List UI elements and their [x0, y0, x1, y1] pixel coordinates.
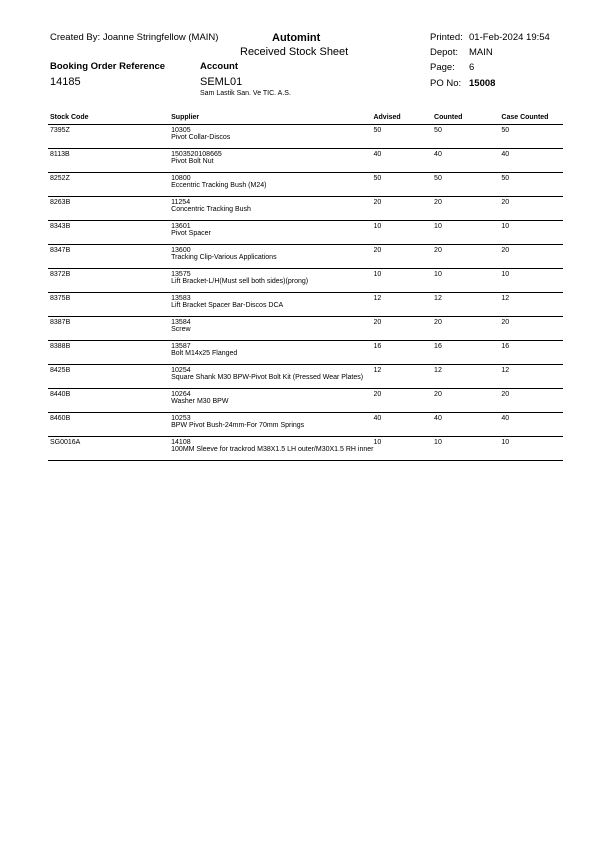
cell-advised: 50: [373, 173, 434, 197]
cell-supplier: [171, 341, 373, 365]
cell-advised: 10: [373, 221, 434, 245]
supplier-code: 10305: [171, 127, 191, 134]
supplier-code: 13600: [171, 247, 191, 254]
supplier-code: 13575: [171, 271, 191, 278]
cell-supplier: [171, 293, 373, 317]
table-row: [48, 221, 563, 245]
account-label: Account: [200, 61, 238, 72]
supplier-code: 13583: [171, 295, 191, 302]
cell-counted: 12: [434, 365, 501, 389]
created-by-value: Joanne Stringfellow (MAIN): [102, 32, 219, 43]
table-row: [48, 269, 563, 293]
cell-case-counted: 10: [501, 437, 563, 461]
item-description: Pivot Spacer: [171, 230, 211, 237]
item-description: Square Shank M30 BPW-Pivot Bolt Kit (Pressed Wear Plates): [171, 374, 364, 381]
item-description: 100MM Sleeve for trackrod M38X1.5 LH outer/M30X1.5 RH inner: [171, 446, 374, 453]
created-by: [50, 32, 218, 43]
supplier-code: 10800: [171, 175, 191, 182]
item-description: Screw: [171, 326, 191, 333]
supplier-code: 13587: [171, 343, 191, 350]
cell-supplier: [171, 221, 373, 245]
supplier-code: 11254: [171, 199, 191, 206]
col-advised: Advised: [373, 114, 434, 125]
cell-stock-code: 8388B: [48, 341, 171, 365]
cell-supplier: [171, 389, 373, 413]
printed-label: Printed:: [430, 32, 463, 43]
item-description: Pivot Collar-Discos: [171, 134, 231, 141]
cell-advised: 20: [373, 317, 434, 341]
cell-case-counted: 40: [501, 413, 563, 437]
cell-counted: 50: [434, 125, 501, 149]
cell-case-counted: 40: [501, 149, 563, 173]
table-row: [48, 389, 563, 413]
table-row: [48, 317, 563, 341]
table-row: [48, 413, 563, 437]
depot-value: MAIN: [469, 47, 493, 58]
cell-advised: 10: [373, 437, 434, 461]
cell-stock-code: 7395Z: [48, 125, 171, 149]
item-description: Bolt M14x25 Flanged: [171, 350, 238, 357]
cell-supplier: [171, 413, 373, 437]
cell-advised: 16: [373, 341, 434, 365]
cell-counted: 40: [434, 149, 501, 173]
table-row: [48, 341, 563, 365]
table-header-row: [48, 114, 563, 125]
cell-stock-code: 8425B: [48, 365, 171, 389]
cell-supplier: [171, 245, 373, 269]
depot-label: Depot:: [430, 47, 458, 58]
cell-counted: 20: [434, 317, 501, 341]
cell-case-counted: 10: [501, 221, 563, 245]
item-description: Concentric Tracking Bush: [171, 206, 251, 213]
cell-counted: 16: [434, 341, 501, 365]
table-row: [48, 149, 563, 173]
cell-case-counted: 20: [501, 317, 563, 341]
cell-supplier: [171, 197, 373, 221]
cell-stock-code: 8347B: [48, 245, 171, 269]
table-row: [48, 197, 563, 221]
cell-counted: 10: [434, 437, 501, 461]
cell-counted: 12: [434, 293, 501, 317]
cell-case-counted: 20: [501, 389, 563, 413]
cell-counted: 20: [434, 197, 501, 221]
cell-supplier: [171, 173, 373, 197]
cell-stock-code: 8252Z: [48, 173, 171, 197]
col-supplier: Supplier: [171, 114, 373, 125]
cell-stock-code: 8113B: [48, 149, 171, 173]
page-value: 6: [469, 62, 475, 73]
cell-case-counted: 50: [501, 173, 563, 197]
cell-counted: 10: [434, 269, 501, 293]
item-description: Washer M30 BPW: [171, 398, 229, 405]
cell-advised: 20: [373, 389, 434, 413]
cell-case-counted: 50: [501, 125, 563, 149]
supplier-code: 10264: [171, 391, 191, 398]
sheet-title: Received Stock Sheet: [240, 46, 349, 58]
cell-supplier: [171, 149, 373, 173]
cell-case-counted: 20: [501, 245, 563, 269]
supplier-code: 13601: [171, 223, 191, 230]
col-counted: Counted: [434, 114, 501, 125]
supplier-code: 13584: [171, 319, 191, 326]
cell-advised: 50: [373, 125, 434, 149]
cell-case-counted: 10: [501, 269, 563, 293]
supplier-code: 10253: [171, 415, 191, 422]
item-description: Pivot Bolt Nut: [171, 158, 214, 165]
po-value: 15008: [469, 78, 496, 89]
item-description: Tracking Clip-Various Applications: [171, 254, 277, 261]
table-row: [48, 245, 563, 269]
cell-supplier: [171, 269, 373, 293]
cell-advised: 12: [373, 293, 434, 317]
cell-counted: 40: [434, 413, 501, 437]
cell-supplier: [171, 437, 373, 461]
supplier-code: 10254: [171, 367, 191, 374]
table-row: [48, 173, 563, 197]
item-description: Lift Bracket Spacer Bar-Discos DCA: [171, 302, 284, 309]
company-name: Automint: [272, 32, 321, 44]
cell-advised: 20: [373, 197, 434, 221]
cell-stock-code: 8263B: [48, 197, 171, 221]
cell-counted: 10: [434, 221, 501, 245]
cell-supplier: [171, 365, 373, 389]
cell-stock-code: 8375B: [48, 293, 171, 317]
page-label: Page:: [430, 62, 455, 73]
cell-case-counted: 16: [501, 341, 563, 365]
cell-case-counted: 12: [501, 365, 563, 389]
item-description: Eccentric Tracking Bush (M24): [171, 182, 267, 189]
stock-table: [48, 114, 563, 461]
cell-advised: 40: [373, 413, 434, 437]
cell-stock-code: 8387B: [48, 317, 171, 341]
booking-order-label: Booking Order Reference: [50, 61, 166, 72]
printed-value: 01-Feb-2024 19:54: [469, 32, 550, 43]
col-stock-code: Stock Code: [48, 114, 171, 125]
cell-advised: 12: [373, 365, 434, 389]
account-name: Sam Lastik San. Ve TIC. A.S.: [200, 90, 291, 97]
table-row: [48, 365, 563, 389]
cell-stock-code: 8343B: [48, 221, 171, 245]
cell-advised: 20: [373, 245, 434, 269]
supplier-code: 1503520108665: [171, 151, 222, 158]
table-row: [48, 437, 563, 461]
cell-counted: 20: [434, 245, 501, 269]
table-row: [48, 125, 563, 149]
cell-advised: 10: [373, 269, 434, 293]
cell-supplier: [171, 317, 373, 341]
cell-stock-code: 8440B: [48, 389, 171, 413]
created-by-label: Created By:: [50, 32, 101, 43]
account-value: SEML01: [200, 76, 243, 88]
cell-case-counted: 20: [501, 197, 563, 221]
col-case-counted: Case Counted: [501, 114, 563, 125]
cell-stock-code: 8460B: [48, 413, 171, 437]
cell-advised: 40: [373, 149, 434, 173]
supplier-code: 14108: [171, 439, 191, 446]
item-description: Lift Bracket-L/H(Must sell both sides)(prong): [171, 278, 309, 285]
table-row: [48, 293, 563, 317]
cell-stock-code: 8372B: [48, 269, 171, 293]
cell-case-counted: 12: [501, 293, 563, 317]
cell-stock-code: SG0016A: [48, 437, 171, 461]
po-label: PO No:: [430, 78, 462, 89]
cell-supplier: [171, 125, 373, 149]
item-description: BPW Pivot Bush-24mm-For 70mm Springs: [171, 422, 305, 429]
cell-counted: 50: [434, 173, 501, 197]
booking-order-value: 14185: [50, 76, 81, 88]
cell-counted: 20: [434, 389, 501, 413]
